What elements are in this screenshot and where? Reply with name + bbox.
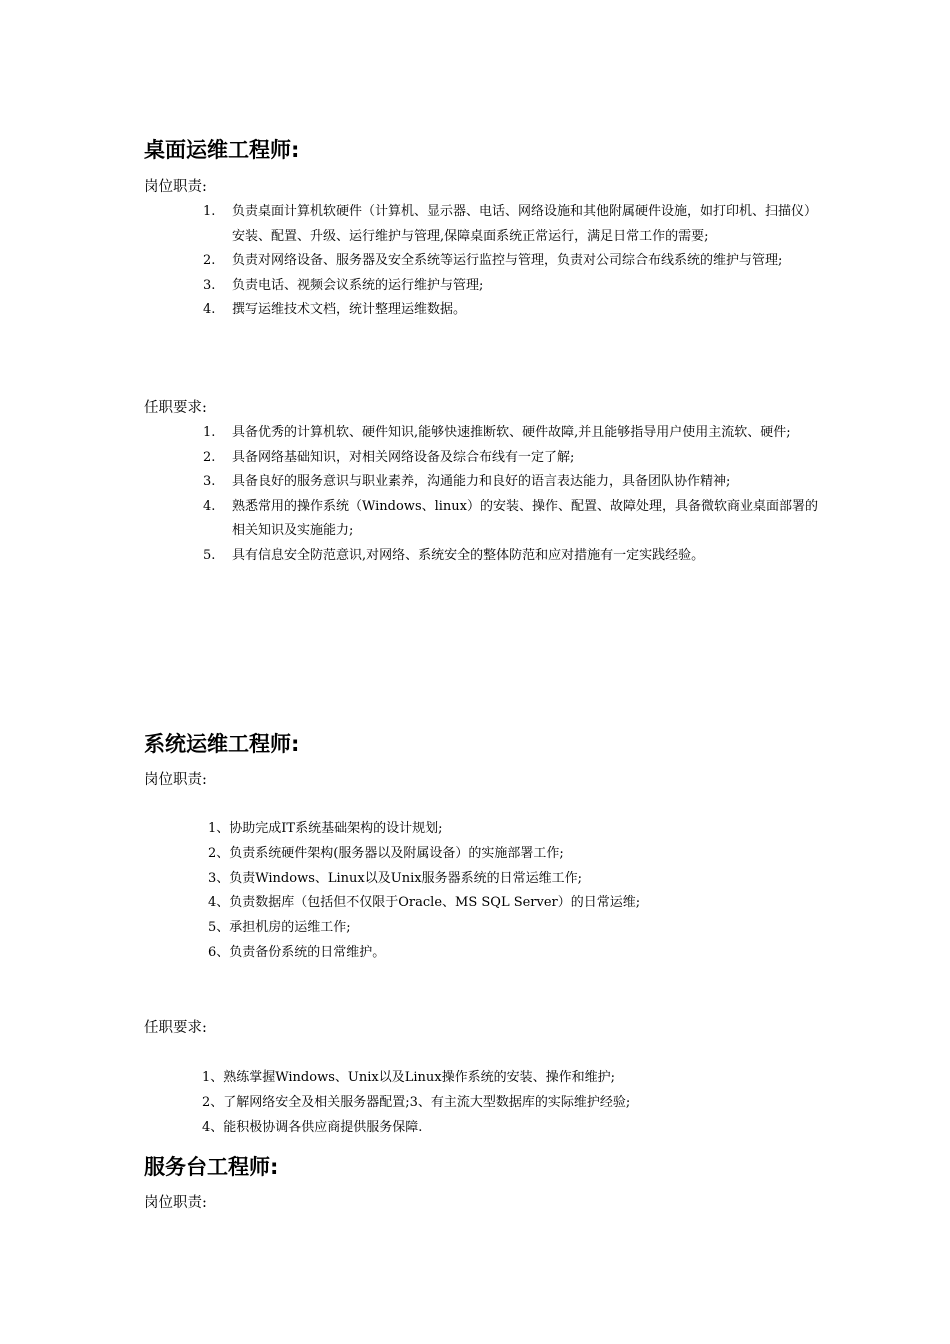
list-item: 1、协助完成IT系统基础架构的设计规划;: [208, 821, 443, 836]
list-item: 2、负责系统硬件架构(服务器以及附属设备）的实施部署工作;: [208, 845, 564, 861]
system-requirements-list: [202, 1066, 630, 1140]
list-item: 3. 负责电话、视频会议系统的运行维护与管理;: [203, 277, 484, 293]
duties-label: 岗位职责:: [144, 179, 207, 195]
duties-label: 岗位职责:: [144, 1195, 207, 1211]
list-item: 3、负责Windows、Linux以及Unix服务器系统的日常运维工作;: [208, 870, 582, 886]
list-item: 4. 熟悉常用的操作系统（Windows、linux）的安装、操作、配置、故障处理，具备微软商业桌面部署的相关知识及实施能力;: [203, 498, 819, 538]
list-item: 4、能积极协调各供应商提供服务保障.: [202, 1119, 423, 1135]
list-item: 2. 负责对网络设备、服务器及安全系统等运行监控与管理，负责对公司综合布线系统的维护与管理;: [203, 253, 783, 268]
list-item: 4. 撰写运维技术文档，统计整理运维数据。: [203, 302, 467, 317]
list-item: 4、负责数据库（包括但不仅限于Oracle、MS SQL Server）的日常运维;: [208, 895, 641, 911]
list-item: 1. 具备优秀的计算机软、硬件知识,能够快速推断软、硬件故障,并且能够指导用户使用主流软、硬件;: [203, 425, 791, 440]
list-item: 6、负责备份系统的日常维护。: [208, 944, 386, 960]
desktop-duties-list: [200, 200, 820, 323]
list-item: 5、承担机房的运维工作;: [208, 920, 351, 936]
section-title-service-desk: 服务台工程师:: [144, 1155, 279, 1179]
list-item: 2. 具备网络基础知识，对相关网络设备及综合布线有一定了解;: [203, 449, 575, 465]
requirements-label: 任职要求:: [144, 400, 207, 416]
list-item: 1、熟练掌握Windows、Unix以及Linux操作系统的安装、操作和维护;: [202, 1070, 615, 1085]
list-item: 1. 负责桌面计算机软硬件（计算机、显示器、电话、网络设施和其他附属硬件设施，如打印机、扫描仪）安装、配置、升级、运行维护与管理,保障桌面系统正常运行，满足日常工作的需要;: [203, 204, 818, 244]
list-item: 3. 具备良好的服务意识与职业素养，沟通能力和良好的语言表达能力，具备团队协作精神;: [203, 474, 731, 489]
list-item: 5. 具有信息安全防范意识,对网络、系统安全的整体防范和应对措施有一定实践经验。: [203, 547, 705, 563]
duties-label: 岗位职责:: [144, 772, 207, 788]
list-item: 2、了解网络安全及相关服务器配置;3、有主流大型数据库的实际维护经验;: [202, 1094, 631, 1110]
section-title-desktop-ops: 桌面运维工程师:: [144, 138, 300, 162]
desktop-requirements-list: [200, 421, 820, 568]
system-duties-list: [208, 817, 640, 966]
requirements-label: 任职要求:: [144, 1020, 207, 1036]
section-title-system-ops: 系统运维工程师:: [144, 732, 300, 756]
